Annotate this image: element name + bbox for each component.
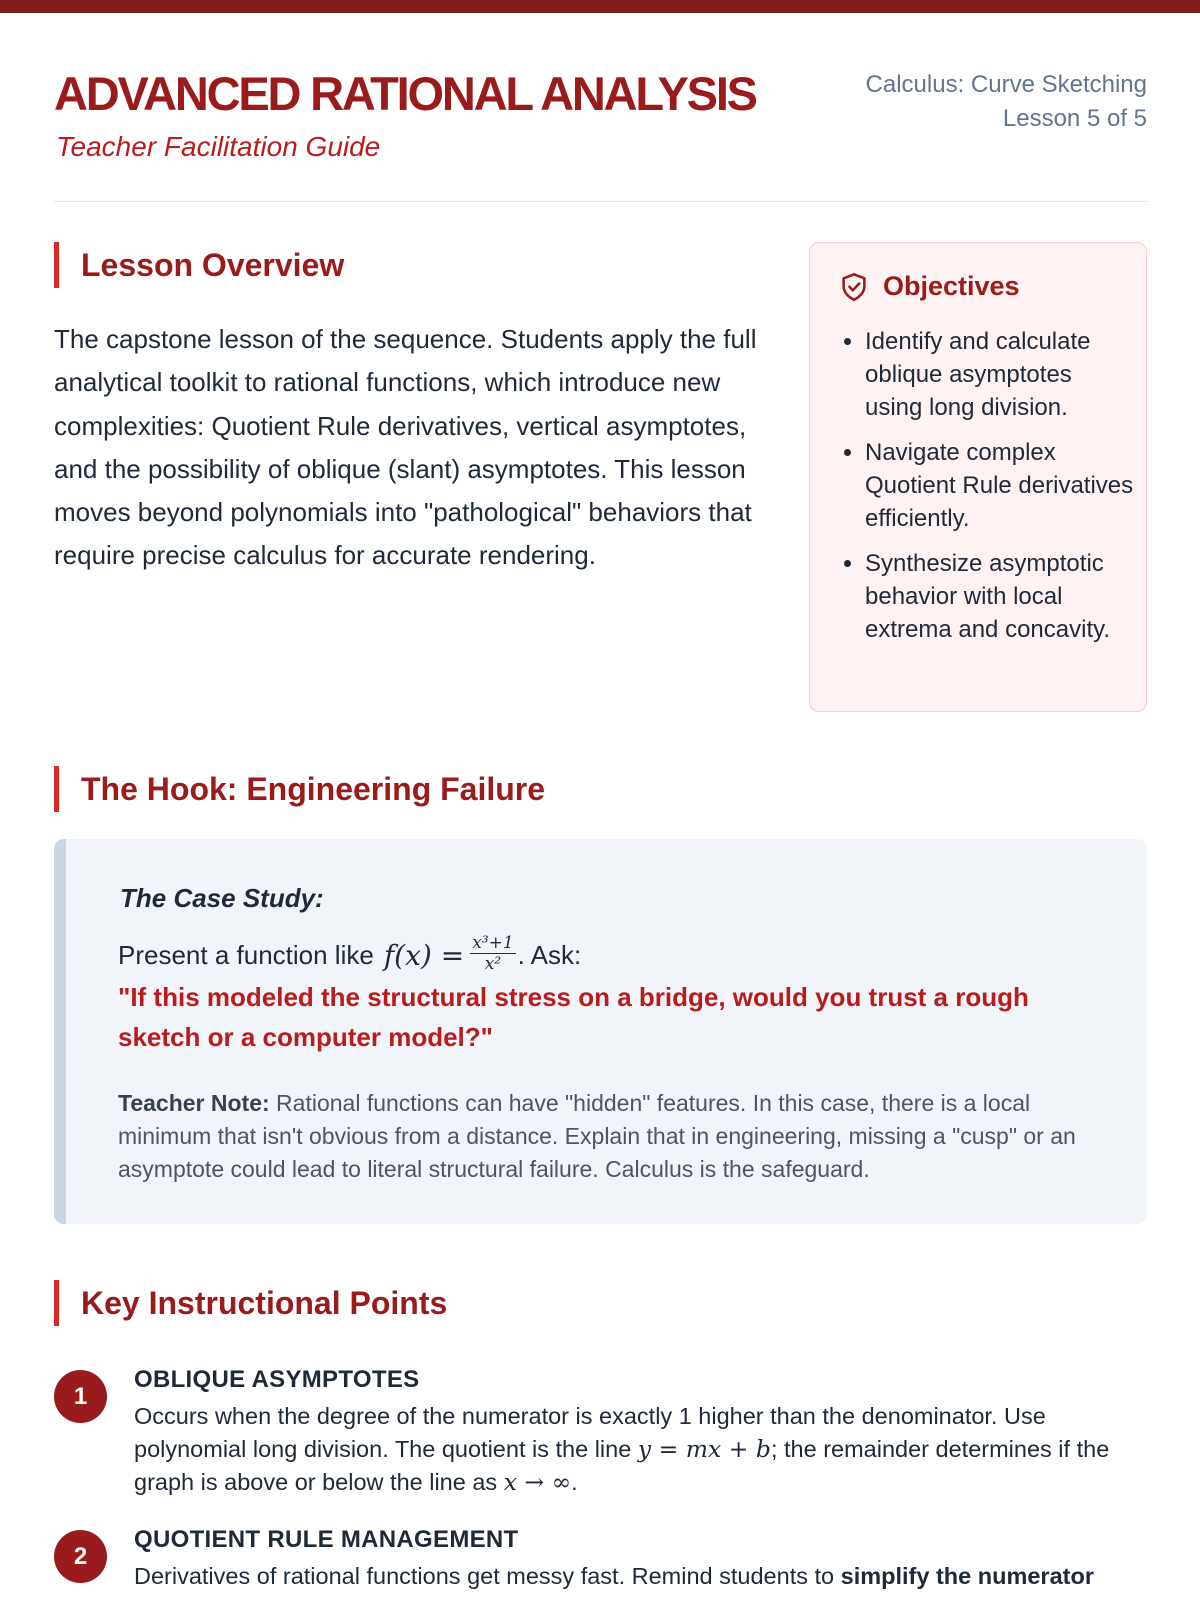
objective-item: • Identify and calculate oblique asymptotes using long division. [865,325,1135,424]
key-points-heading [54,1280,447,1326]
objectives-box [809,242,1147,712]
fraction-denominator: x² [484,954,502,974]
point-title: OBLIQUE ASYMPTOTES [134,1366,420,1393]
point-body-text: Derivatives of rational functions get messy fast. Remind students to [134,1563,841,1589]
point-number-badge: 2 [54,1530,107,1583]
overview-text: The capstone lesson of the sequence. Students apply the full analytical toolkit to rational functions, which introduce new complexities: Quotient Rule derivatives, vertical asymptotes, and the possibility of oblique (slant) asymptotes. This lesson moves beyond polynomials into "pathological" behaviors that require precise calculus for accurate rendering. [54,324,757,571]
point-body-text: ; the remainder determines if the graph is above or below the line as [134,1436,1110,1495]
page-subtitle: Teacher Facilitation Guide [56,131,381,162]
point-body-text: Occurs when the degree of the numerator is exactly 1 higher than the denominator. Use polynomial long division. The quotient is the line [134,1403,1046,1462]
top-accent-bar [0,0,1200,13]
key-point-item [54,1366,1147,1506]
function-lhs: f(x) = [383,939,465,972]
point-math: y = mx + b [637,1435,771,1463]
section-accent-bar [54,1280,59,1326]
objectives-heading [840,271,1020,302]
shield-check-icon [840,272,868,302]
case-study-prompt [118,935,581,976]
lesson-number: Lesson 5 of 5 [1002,105,1147,132]
case-study-title: The Case Study: [120,883,324,913]
hook-heading [54,766,545,812]
point-bold-text: simplify the numerator [840,1563,1094,1589]
teacher-note-text: Rational functions can have "hidden" features. In this case, there is a local minimum that isn't obvious from a distance. Explain that in engineering, missing a "cusp" or an asymptote could lead to literal structural failure. Calculus is the safeguard. [118,1090,1076,1182]
objective-item: • Navigate complex Quotient Rule derivatives efficiently. [865,436,1135,535]
case-study-question: "If this modeled the structural stress on a bridge, would you trust a rough sketch or a computer model?" [118,982,1029,1052]
overview-heading [54,242,344,288]
lesson-meta [866,68,1147,136]
section-accent-bar [54,242,59,288]
fraction-numerator: x³+1 [472,933,514,953]
page-header [54,66,1147,202]
point-title: QUOTIENT RULE MANAGEMENT [134,1526,519,1553]
objective-item: • Synthesize asymptotic behavior with local extrema and concavity. [865,547,1135,646]
function-fraction [470,933,515,974]
key-points-heading-text: Key Instructional Points [81,1284,448,1321]
prompt-prefix: Present a function like [118,940,374,970]
point-number-badge: 1 [54,1370,107,1423]
point-math: x → ∞ [503,1468,572,1496]
key-point-item [54,1526,1147,1600]
page-title: ADVANCED RATIONAL ANALYSIS [54,67,756,120]
prompt-suffix: . Ask: [517,940,582,970]
point-body [134,1560,1147,1593]
teacher-note [118,1087,1118,1186]
case-study-box [54,839,1147,1224]
overview-heading-text: Lesson Overview [81,246,345,283]
hook-heading-text: The Hook: Engineering Failure [81,770,546,807]
teacher-note-label: Teacher Note: [118,1090,270,1116]
point-body-text: . [571,1469,578,1495]
section-accent-bar [54,766,59,812]
course-name: Calculus: Curve Sketching [865,71,1147,98]
objectives-heading-text: Objectives [883,271,1020,301]
point-body [134,1400,1147,1499]
objectives-list [865,325,1135,658]
